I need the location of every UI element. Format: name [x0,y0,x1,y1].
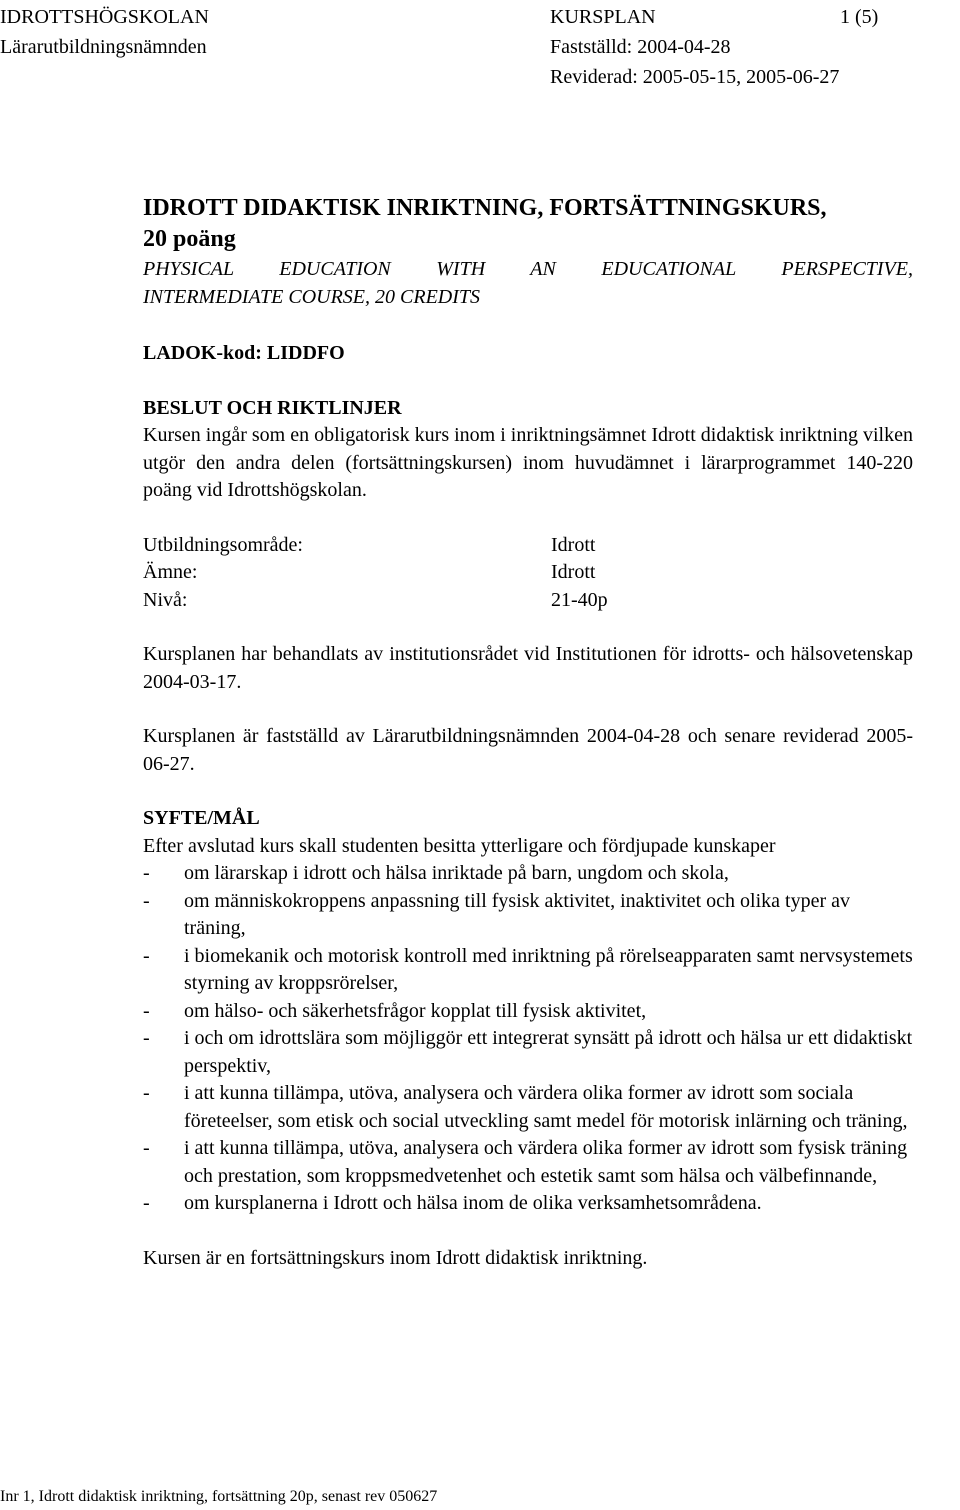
meta-value: 21-40p [551,588,608,611]
ladok-code: LADOK-kod: LIDDFO [143,342,345,364]
bullet-dash: - [143,1192,150,1214]
goal-text: om hälso- och säkerhetsfrågor kopplat till fysisk aktivitet, [184,999,647,1022]
established-statement: Kursplanen är fastställd av Lärarutbildningsnämnden 2004-04-28 och senare reviderad 2005-06-27. [143,725,913,775]
main-content [143,193,913,1272]
meta-row [143,559,913,587]
meta-label: Ämne: [143,561,198,583]
list-item [143,943,913,998]
bullet-dash: - [143,1082,150,1104]
bullet-dash: - [143,862,150,884]
institution-name: IDROTTSHÖGSKOLAN [0,6,209,28]
meta-label: Nivå: [143,588,188,611]
meta-label: Utbildningsområde: [143,533,303,556]
list-item [143,1135,913,1190]
list-item [143,998,913,1026]
established-date: Fastställd: 2004-04-28 [550,36,731,58]
course-title-line-2: 20 poäng [143,226,236,252]
goal-text: i att kunna tillämpa, utöva, analysera och värdera olika former av idrott som sociala företeelser, som etisk och social utveckling samt medel för motorisk inlärning och träning, [184,1082,908,1132]
english-title-line-2: INTERMEDIATE COURSE, 20 CREDITS [143,285,481,308]
decision-heading: BESLUT OCH RIKTLINJER [143,396,402,419]
purpose-heading: SYFTE/MÅL [143,807,260,829]
list-item [143,860,913,888]
course-title-line-1: IDROTT DIDAKTISK INRIKTNING, FORTSÄTTNINGSKURS, [143,195,827,221]
goal-text: om lärarskap i idrott och hälsa inriktade på barn, ungdom och skola, [184,862,729,884]
decision-text: Kursen ingår som en obligatorisk kurs inom i inriktningsämnet Idrott didaktisk inriktning vilken utgör den andra delen (fortsättningskursen) inom huvudämnet i lärarprogrammet 140-220 poäng vid Idrottshögskolan. [143,424,913,501]
bullet-dash: - [143,944,150,967]
header-left [0,2,209,62]
revised-dates: Reviderad: 2005-05-15, 2005-06-27 [550,66,840,88]
decision-section [143,395,913,505]
meta-row [143,587,913,615]
goal-list [143,860,913,1218]
board-name: Lärarutbildningsnämnden [0,36,207,58]
goal-text: om kursplanerna i Idrott och hälsa inom de olika verksamhetsområdena. [184,1192,762,1214]
bullet-dash: - [143,1137,150,1159]
header-right [840,2,878,32]
meta-value: Idrott [551,561,596,583]
english-title-line-1: PHYSICAL EDUCATION WITH AN EDUCATIONAL PERSPECTIVE, [143,258,913,280]
english-title [143,256,913,311]
purpose-section [143,805,913,1218]
closing-statement: Kursen är en fortsättningskurs inom Idrott didaktisk inriktning. [143,1246,648,1269]
goal-text: i och om idrottslära som möjliggör ett integrerat synsätt på idrott och hälsa ur ett didaktiskt perspektiv, [184,1027,913,1077]
meta-value: Idrott [551,533,596,556]
meta-row [143,532,913,560]
goal-text: i att kunna tillämpa, utöva, analysera och värdera olika former av idrott som fysisk träning och prestation, som kroppsmedvetenhet och estetik samt som hälsa och välbefinnande, [184,1137,908,1187]
list-item [143,1080,913,1135]
bullet-dash: - [143,999,150,1022]
header-middle [550,2,839,92]
page-number: 1 (5) [840,6,879,28]
page-footer: Inr 1, Idrott didaktisk inriktning, fortsättning 20p, senast rev 050627 [0,1488,438,1505]
goal-text: om människokroppens anpassning till fysisk aktivitet, inaktivitet och olika typer av träning, [184,889,851,939]
course-title [143,193,913,255]
list-item [143,1025,913,1080]
course-meta [143,532,913,615]
purpose-intro: Efter avslutad kurs skall studenten besitta ytterligare och fördjupade kunskaper [143,834,776,857]
treated-statement: Kursplanen har behandlats av institutionsrådet vid Institutionen för idrotts- och hälsovetenskap 2004-03-17. [143,643,913,693]
list-item [143,1190,913,1218]
bullet-dash: - [143,889,150,912]
goal-text: i biomekanik och motorisk kontroll med inriktning på rörelseapparaten samt nervsystemets styrning av kroppsrörelser, [184,944,913,994]
bullet-dash: - [143,1027,150,1049]
document-type: KURSPLAN [550,6,656,28]
list-item [143,888,913,943]
